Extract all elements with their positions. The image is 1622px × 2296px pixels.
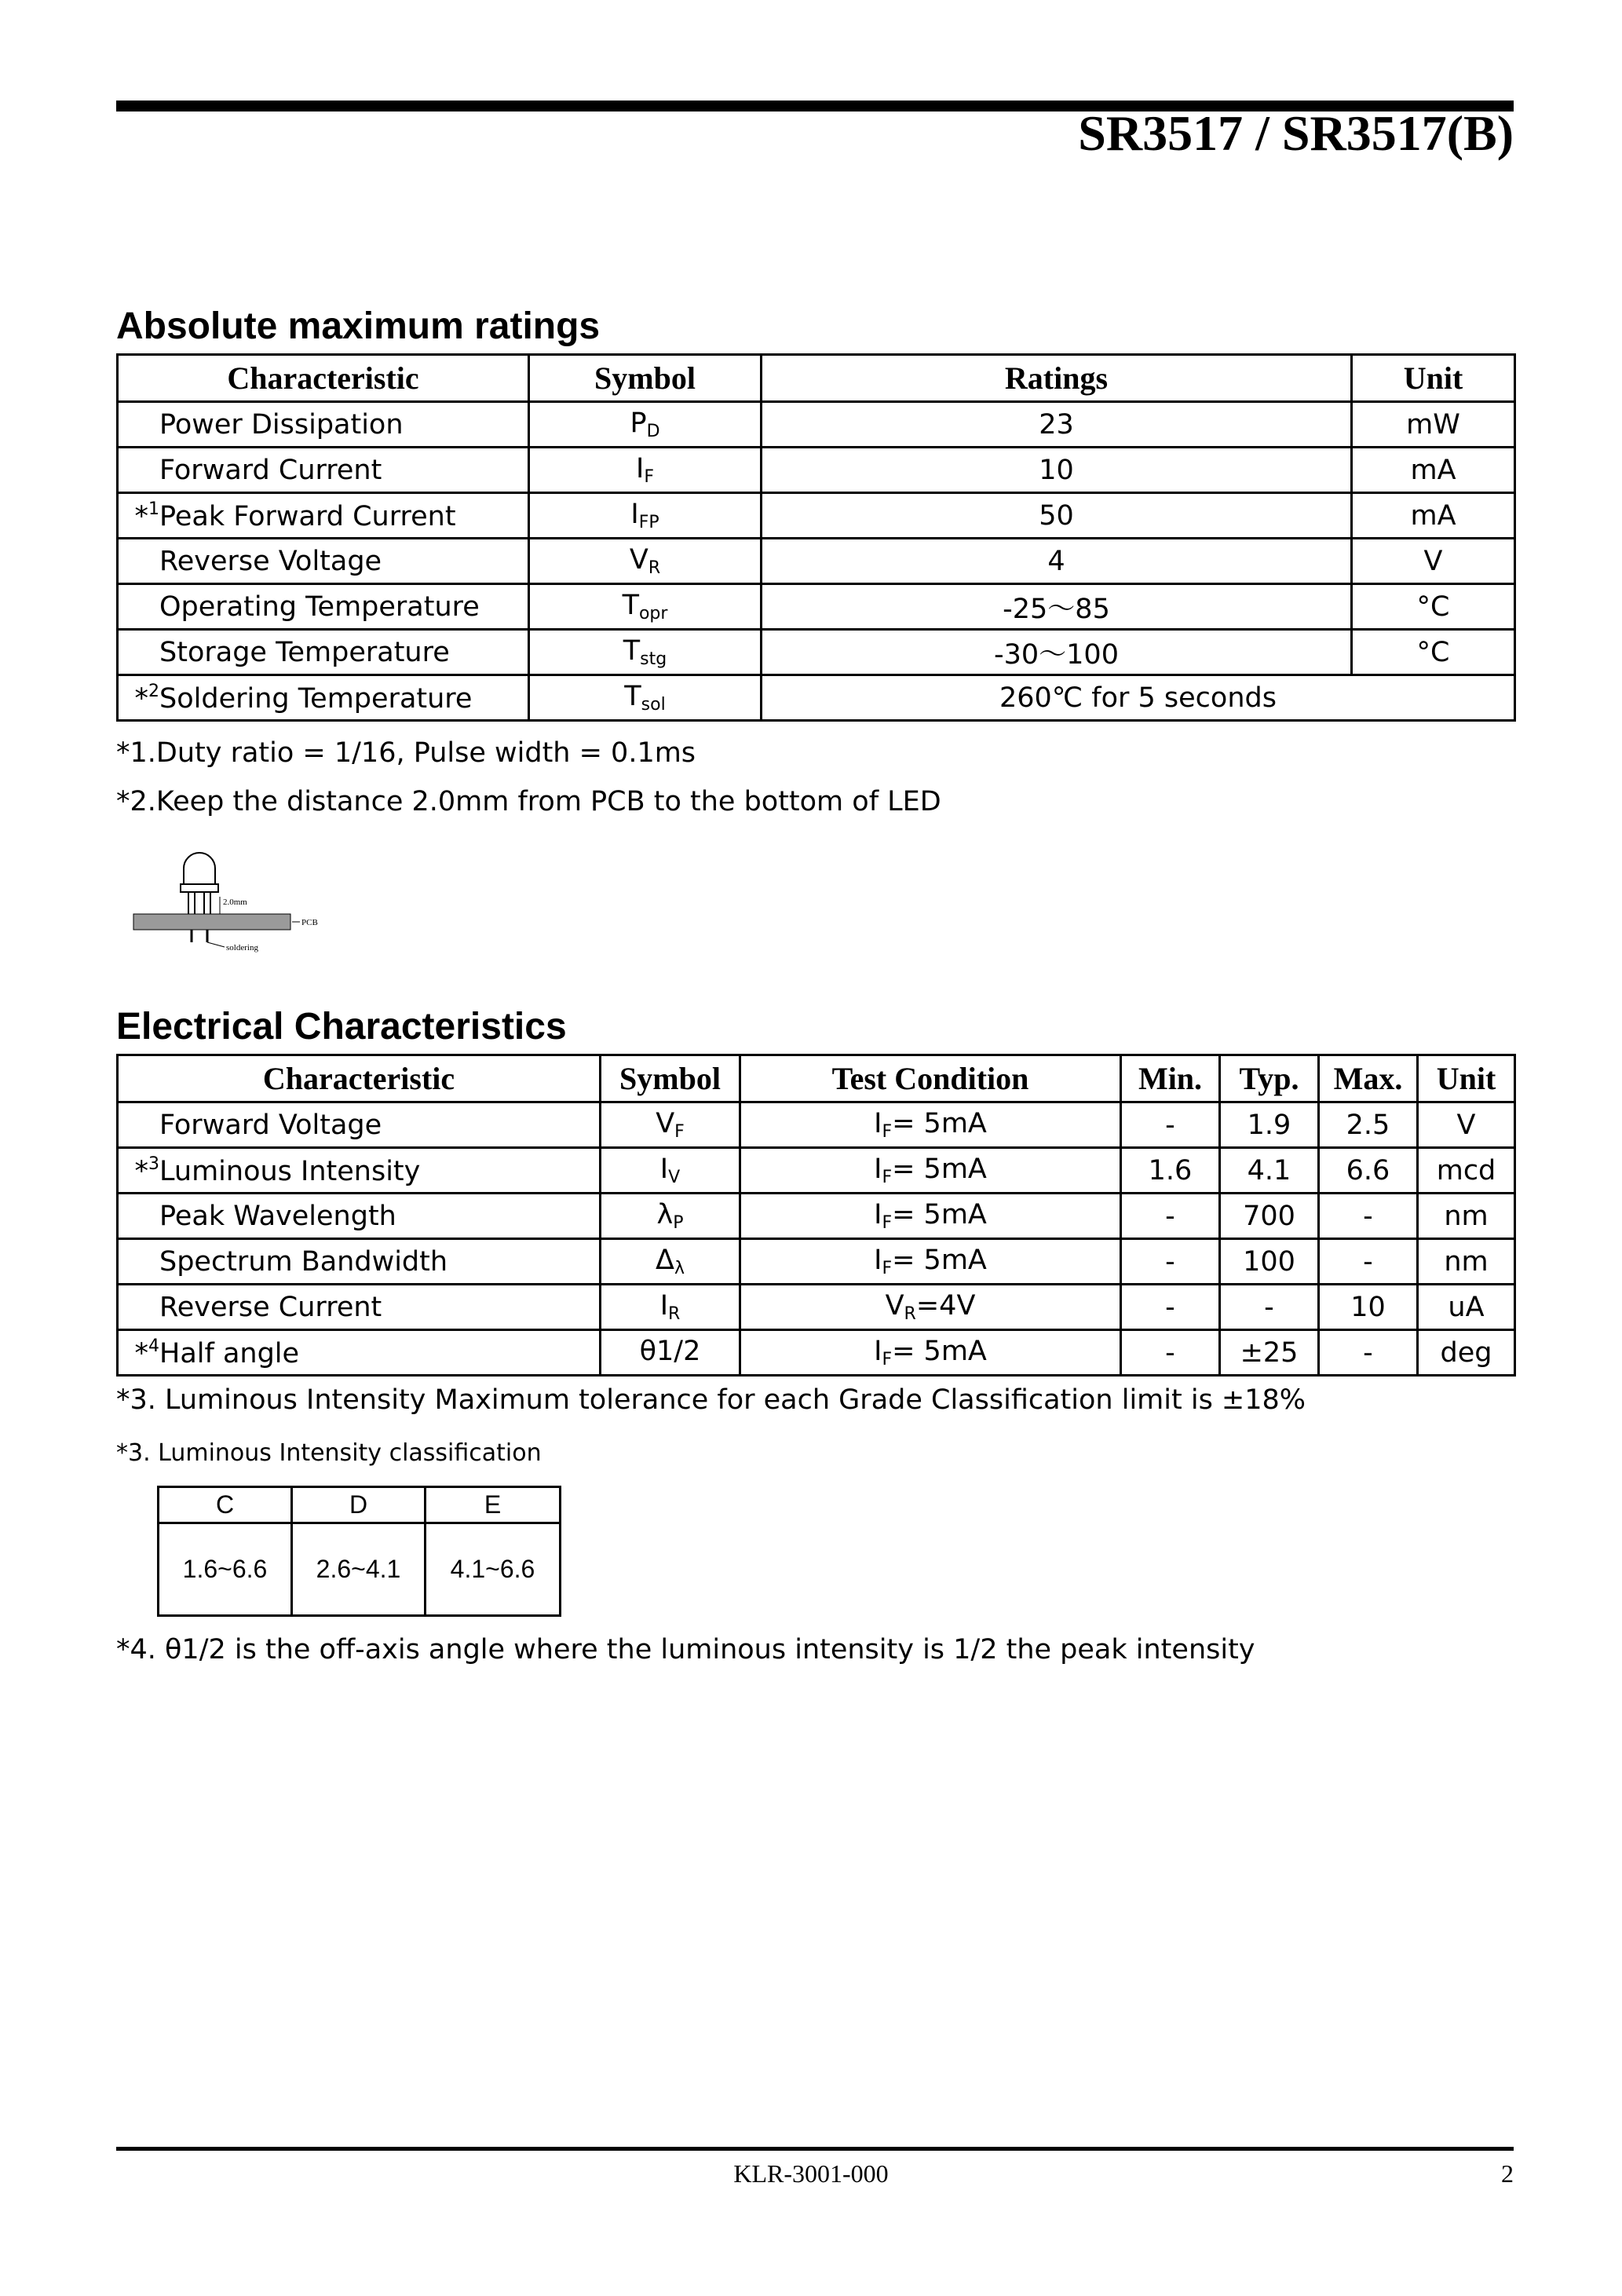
table-row: Operating Temperature $T_{opr}$ -25～85 °C <box>118 584 1515 630</box>
footer-rule <box>116 2147 1514 2151</box>
unit-value: uA <box>1418 1285 1515 1330</box>
table-row: *$^4$Half angle θ1/2 $I_F= 5mA$ - ±25 - deg <box>118 1330 1515 1376</box>
electrical-table <box>116 1054 1516 1377</box>
typ-value: 1.9 <box>1220 1102 1319 1148</box>
header-unit: Unit <box>1352 355 1515 402</box>
characteristic-name: Soldering Temperature <box>159 682 473 715</box>
table-row: Storage Temperature $T_{stg}$ -30～100 °C <box>118 630 1515 675</box>
table-row: *$^1$Peak Forward Current $I_{FP}$ 50 mA <box>118 493 1515 539</box>
characteristic-name: Forward Voltage <box>159 1109 382 1141</box>
characteristic-name: Reverse Voltage <box>159 545 382 577</box>
footer-document-code: KLR-3001-000 <box>733 2159 889 2188</box>
header-typ: Typ. <box>1220 1055 1319 1102</box>
characteristic-name: Storage Temperature <box>159 636 450 668</box>
symbol: θ1/2 <box>639 1336 701 1367</box>
unit-value: mA <box>1352 493 1515 539</box>
symbol: P <box>630 408 647 439</box>
note-luminous-tolerance: *3. Luminous Intensity Maximum tolerance for each Grade Classification limit is ±18% <box>116 1384 1306 1416</box>
typ-value: ±25 <box>1220 1330 1319 1376</box>
characteristic-name: Half angle <box>159 1337 300 1369</box>
note-half-angle: *4. θ1/2 is the off-axis angle where the luminous intensity is 1/2 the peak intensity <box>116 1634 1255 1665</box>
absolute-max-table <box>116 353 1516 722</box>
note-soldering-distance: *2.Keep the distance 2.0mm from PCB to the bottom of LED <box>116 786 941 817</box>
classification-table <box>157 1486 561 1617</box>
header-unit: Unit <box>1418 1055 1515 1102</box>
unit-value: V <box>1352 539 1515 584</box>
range-e: 4.1~6.6 <box>426 1523 561 1616</box>
symbol: T <box>622 590 639 621</box>
condition: I <box>874 1336 882 1367</box>
document-title: SR3517 / SR3517(B) <box>1078 105 1514 161</box>
header-symbol: Symbol <box>529 355 762 402</box>
typ-value: 4.1 <box>1220 1148 1319 1194</box>
max-value: - <box>1319 1239 1418 1285</box>
leads-below-pcb <box>192 930 207 942</box>
rating-value: 23 <box>762 402 1352 448</box>
characteristic-name: Operating Temperature <box>159 590 480 623</box>
unit-value: deg <box>1418 1330 1515 1376</box>
min-value: - <box>1121 1102 1220 1148</box>
max-value: - <box>1319 1330 1418 1376</box>
table-row: Power Dissipation $P_D$ 23 mW <box>118 402 1515 448</box>
range-d: 2.6~4.1 <box>292 1523 426 1616</box>
symbol: Δ <box>656 1245 674 1276</box>
header-test-condition: Test Condition <box>740 1055 1121 1102</box>
characteristic-name: Forward Current <box>159 454 382 486</box>
min-value: - <box>1121 1330 1220 1376</box>
grade-c: C <box>159 1487 292 1523</box>
characteristic-name: Power Dissipation <box>159 408 404 441</box>
symbol: V <box>656 1108 675 1139</box>
typ-value: 100 <box>1220 1239 1319 1285</box>
pcb-board <box>133 914 290 930</box>
rating-value: 50 <box>762 493 1352 539</box>
table-row: Peak Wavelength $\lambda_P$ $I_F= 5mA$ - 700 - nm <box>118 1194 1515 1239</box>
condition: I <box>874 1199 882 1230</box>
table-row: Forward Voltage $V_F$ $I_F= 5mA$ - 1.9 2.5 V <box>118 1102 1515 1148</box>
min-value: - <box>1121 1285 1220 1330</box>
typ-value: 700 <box>1220 1194 1319 1239</box>
unit-value: nm <box>1418 1239 1515 1285</box>
condition: I <box>874 1108 882 1139</box>
header-characteristic: Characteristic <box>118 1055 601 1102</box>
min-value: - <box>1121 1194 1220 1239</box>
condition: I <box>874 1153 882 1185</box>
rating-value: 10 <box>762 448 1352 493</box>
characteristic-name: Peak Wavelength <box>159 1200 396 1232</box>
grade-e: E <box>426 1487 561 1523</box>
range-c: 1.6~6.6 <box>159 1523 292 1616</box>
unit-value: °C <box>1352 630 1515 675</box>
symbol: V <box>629 544 648 576</box>
note-luminous-classification: *3. Luminous Intensity classification <box>116 1439 542 1467</box>
characteristic-name: Peak Forward Current <box>159 500 456 532</box>
symbol: I <box>659 1290 669 1322</box>
table-row: Forward Current $I_F$ 10 mA <box>118 448 1515 493</box>
rating-value: 260℃ for 5 seconds <box>762 675 1515 721</box>
table-row: *$^2$Soldering Temperature $T_{sol}$ 260℃ for 5 seconds <box>118 675 1515 721</box>
max-value: 2.5 <box>1319 1102 1418 1148</box>
table-row: Reverse Voltage $V_R$ 4 V <box>118 539 1515 584</box>
table-row: *$^3$Luminous Intensity $I_V$ $I_F= 5mA$ 1.6 4.1 6.6 mcd <box>118 1148 1515 1194</box>
unit-value: mcd <box>1418 1148 1515 1194</box>
condition: I <box>874 1245 882 1276</box>
note-duty-ratio: *1.Duty ratio = 1/16, Pulse width = 0.1ms <box>116 737 696 769</box>
max-value: 10 <box>1319 1285 1418 1330</box>
max-value: 6.6 <box>1319 1148 1418 1194</box>
unit-value: nm <box>1418 1194 1515 1239</box>
header-characteristic: Characteristic <box>118 355 529 402</box>
header-min: Min. <box>1121 1055 1220 1102</box>
led-soldering-diagram <box>132 846 320 956</box>
characteristic-name: Reverse Current <box>159 1291 382 1323</box>
header-symbol: Symbol <box>601 1055 740 1102</box>
soldering-pointer <box>207 942 225 947</box>
symbol: T <box>623 635 641 667</box>
min-value: 1.6 <box>1121 1148 1220 1194</box>
symbol: λ <box>656 1199 674 1230</box>
rating-value: 4 <box>762 539 1352 584</box>
unit-value: °C <box>1352 584 1515 630</box>
symbol: I <box>636 453 645 484</box>
unit-value: mW <box>1352 402 1515 448</box>
characteristic-name: Luminous Intensity <box>159 1155 421 1187</box>
unit-value: V <box>1418 1102 1515 1148</box>
typ-value: - <box>1220 1285 1319 1330</box>
rating-value: -25～85 <box>762 584 1352 630</box>
rating-value: -30～100 <box>762 630 1352 675</box>
footer-page-number: 2 <box>1501 2159 1514 2188</box>
pcb-label: PCB <box>301 918 318 927</box>
min-value: - <box>1121 1239 1220 1285</box>
header-ratings: Ratings <box>762 355 1352 402</box>
unit-value: mA <box>1352 448 1515 493</box>
symbol: I <box>659 1153 669 1185</box>
table-row: Reverse Current $I_R$ $V_R=4V$ - - 10 uA <box>118 1285 1515 1330</box>
grade-d: D <box>292 1487 426 1523</box>
symbol: T <box>624 681 641 712</box>
max-value: - <box>1319 1194 1418 1239</box>
symbol: I <box>630 499 639 530</box>
led-body <box>181 853 218 914</box>
condition: V <box>885 1290 904 1322</box>
dimension-label: 2.0mm <box>223 898 247 907</box>
electrical-title: Electrical Characteristics <box>116 1006 567 1047</box>
soldering-label: soldering <box>226 943 258 952</box>
table-row: Spectrum Bandwidth $\Delta_\lambda$ $I_F= 5mA$ - 100 - nm <box>118 1239 1515 1285</box>
characteristic-name: Spectrum Bandwidth <box>159 1245 448 1278</box>
absolute-max-title: Absolute maximum ratings <box>116 305 601 347</box>
header-max: Max. <box>1319 1055 1418 1102</box>
